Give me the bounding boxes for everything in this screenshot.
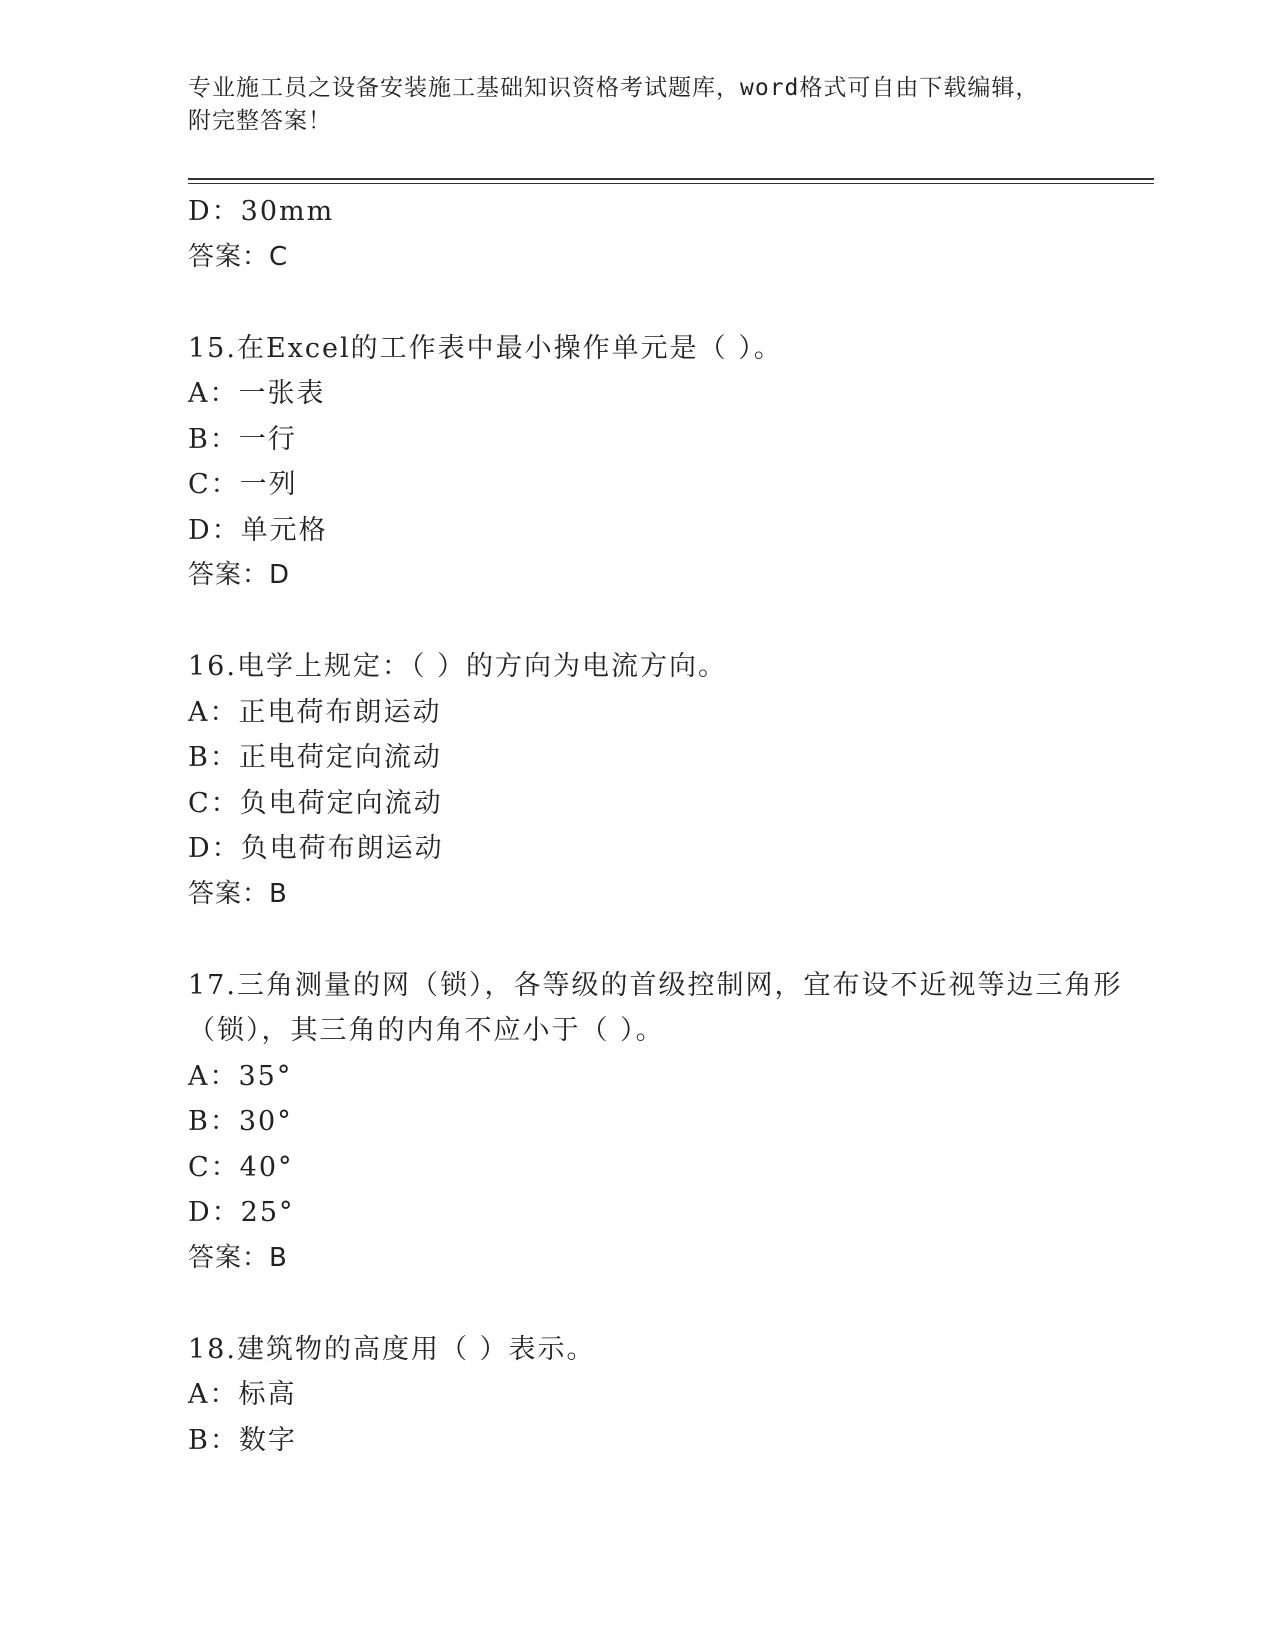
- carry-over-answer: 答案：C: [188, 241, 289, 272]
- option-c: C：40°: [188, 1151, 294, 1183]
- question-16: [188, 644, 1128, 917]
- spacer: [188, 599, 1128, 645]
- option-b: B：正电荷定向流动: [188, 742, 442, 773]
- header-line-2: 附完整答案！: [188, 108, 332, 134]
- spacer: [188, 280, 1128, 326]
- question-stem: 17.三角测量的网（锁），各等级的首级控制网，宜布设不近视等边三角形（锁），其三角的内角不应小于（ ）。: [188, 969, 1123, 1046]
- answer-line: 答案：D: [188, 560, 291, 590]
- spacer: [188, 917, 1128, 963]
- document-header: [188, 72, 1088, 138]
- answer-line: 答案：B: [188, 878, 288, 909]
- header-divider-thick: [188, 178, 1154, 180]
- option-c: C：负电荷定向流动: [188, 787, 443, 819]
- option-c: C：一列: [188, 469, 298, 500]
- question-17: [188, 963, 1128, 1282]
- header-line-1: 专业施工员之设备安装施工基础知识资格考试题库，word格式可自由下载编辑，: [188, 75, 1040, 101]
- carry-over-option-d: D：30mm: [188, 196, 335, 227]
- question-content: [188, 189, 1128, 1463]
- option-a: A：一张表: [188, 378, 326, 409]
- option-b: B：数字: [188, 1424, 297, 1456]
- question-15: [188, 326, 1128, 599]
- option-d: D：负电荷布朗运动: [188, 833, 444, 864]
- option-b: B：30°: [188, 1106, 293, 1137]
- header-divider-thin: [188, 183, 1154, 184]
- option-b: B：一行: [188, 423, 297, 455]
- question-stem: 18.建筑物的高度用（ ）表示。: [188, 1333, 596, 1365]
- option-a: A：35°: [188, 1060, 293, 1092]
- spacer: [188, 1281, 1128, 1327]
- question-stem: 15.在Excel的工作表中最小操作单元是（ ）。: [188, 332, 783, 364]
- option-d: D：25°: [188, 1197, 295, 1228]
- question-stem: 16.电学上规定：（ ）的方向为电流方向。: [188, 651, 728, 682]
- question-18: [188, 1327, 1128, 1464]
- option-d: D：单元格: [188, 514, 328, 546]
- answer-line: 答案：B: [188, 1242, 288, 1273]
- option-a: A：标高: [188, 1379, 297, 1410]
- option-a: A：正电荷布朗运动: [188, 696, 442, 728]
